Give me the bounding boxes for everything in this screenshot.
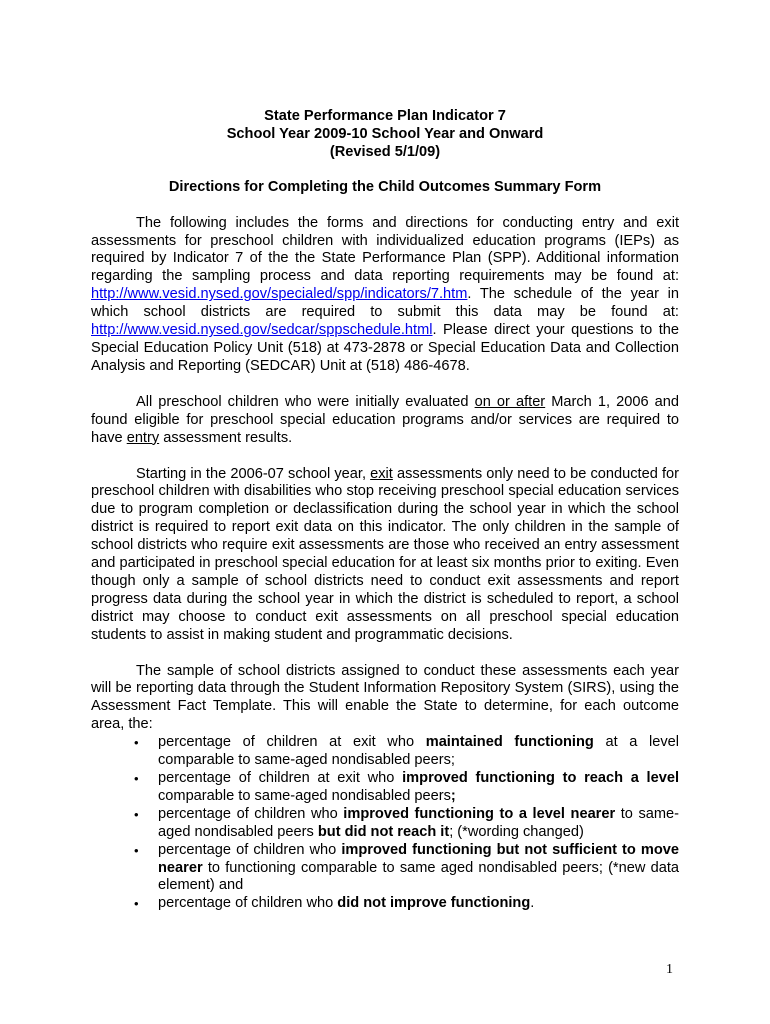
section-heading: Directions for Completing the Child Outcomes Summary Form [168, 178, 602, 195]
paragraph-exit-assessment [91, 466, 679, 645]
bullet-icon: • [134, 771, 139, 786]
list-text: percentage of children who [158, 841, 342, 858]
paragraph-text: All preschool children who were initially evaluated [136, 393, 475, 410]
title-block [91, 108, 679, 162]
list-text: to same-aged nondisabled peers [158, 805, 679, 840]
underlined-text: exit [370, 465, 393, 482]
list-text: percentage of children who [158, 805, 344, 822]
paragraph-text: The following includes the forms and directions for conducting entry and exit assessments for preschool children with individualized education programs (IEPs) as required by Indicator 7 of the the State Performance Plan (SPP). Additional information regarding the sampling process and data reporting requirements may be found at: [91, 214, 679, 285]
bold-text: but did not reach it [317, 823, 450, 840]
paragraph-text: Starting in the 2006-07 school year, [136, 465, 371, 482]
bold-text: ; [450, 787, 456, 804]
title-line-2: School Year 2009-10 School Year and Onward [226, 125, 544, 142]
paragraph-text: March 1, 2006 and found eligible for preschool special education programs and/or services are required to have [91, 393, 679, 446]
list-text: . [530, 895, 535, 912]
bold-text: improved functioning to reach a level [402, 770, 679, 786]
paragraph-text: . Please direct your questions to the Special Education Policy Unit (518) at 473-2878 or Special Education Data and Collection Analysis and Reporting (SEDCAR) Unit at (518) 486-4678. [91, 322, 679, 374]
title-line-1: State Performance Plan Indicator 7 [264, 108, 506, 124]
page-number: 1 [666, 962, 673, 977]
list-text: comparable to same-aged nondisabled peers [158, 787, 451, 804]
paragraph-entry-assessment [91, 394, 679, 448]
bold-text: improved functioning but not sufficient to move nearer [158, 841, 679, 876]
underlined-text: entry [126, 429, 160, 446]
list-item [91, 806, 679, 842]
list-item [91, 842, 679, 896]
bold-text: maintained functioning [425, 734, 594, 751]
bullet-icon: • [134, 735, 139, 751]
bold-text: improved functioning to a level nearer [343, 805, 616, 822]
paragraph-text: assessment results. [159, 429, 293, 446]
bullet-icon: • [134, 896, 139, 912]
outcome-list [91, 734, 679, 913]
underlined-text: on or after [474, 393, 546, 410]
list-item [91, 770, 679, 806]
list-text: ; (*wording changed) [449, 823, 584, 840]
list-item [91, 734, 679, 770]
list-text: at a level comparable to same-aged nondisabled peers; [158, 734, 680, 769]
list-text: percentage of children who [158, 895, 338, 912]
list-text: percentage of children at exit who [158, 770, 403, 786]
title-line-3: (Revised 5/1/09) [329, 143, 441, 160]
paragraph-text: . The schedule of the year in which school districts are required to submit this data may be found at: [91, 286, 679, 321]
list-text: to functioning comparable to same aged nondisabled peers; (*new data element) and [158, 859, 679, 894]
bullet-icon: • [134, 806, 139, 822]
bold-text: did not improve functioning [337, 895, 531, 912]
list-text: percentage of children at exit who [158, 734, 426, 751]
paragraph-text: assessments only need to be conducted for preschool children with disabilities who stop receiving preschool special education services due to program completion or declassification during the school year in which the school district is required to report exit data on this indicator. The only children in the sample of school districts who require exit assessments are those who received an entry assessment and participated in preschool special education for at least six months prior to exiting. Even though only a sample of school districts need to conduct exit assessments and report progress data during the school year in which the district is scheduled to report, a school district may choose to conduct exit assessments on all preschool special education students to assist in making student and programmatic decisions. [91, 465, 679, 643]
document-body [91, 108, 679, 913]
list-item [91, 895, 679, 913]
indicator-7-link[interactable]: http://www.vesid.nysed.gov/specialed/spp/indicators/7.htm [91, 286, 468, 303]
bullet-icon: • [134, 842, 139, 858]
paragraph-intro [91, 215, 679, 376]
paragraph-sample-districts: The sample of school districts assigned to conduct these assessments each year will be reporting data through the Student Information Repository System (SIRS), using the Assessment Fact Template. This will enable the State to determine, for each outcome area, the: [91, 662, 679, 733]
spp-schedule-link[interactable]: http://www.vesid.nysed.gov/sedcar/sppschedule.html [91, 322, 433, 339]
